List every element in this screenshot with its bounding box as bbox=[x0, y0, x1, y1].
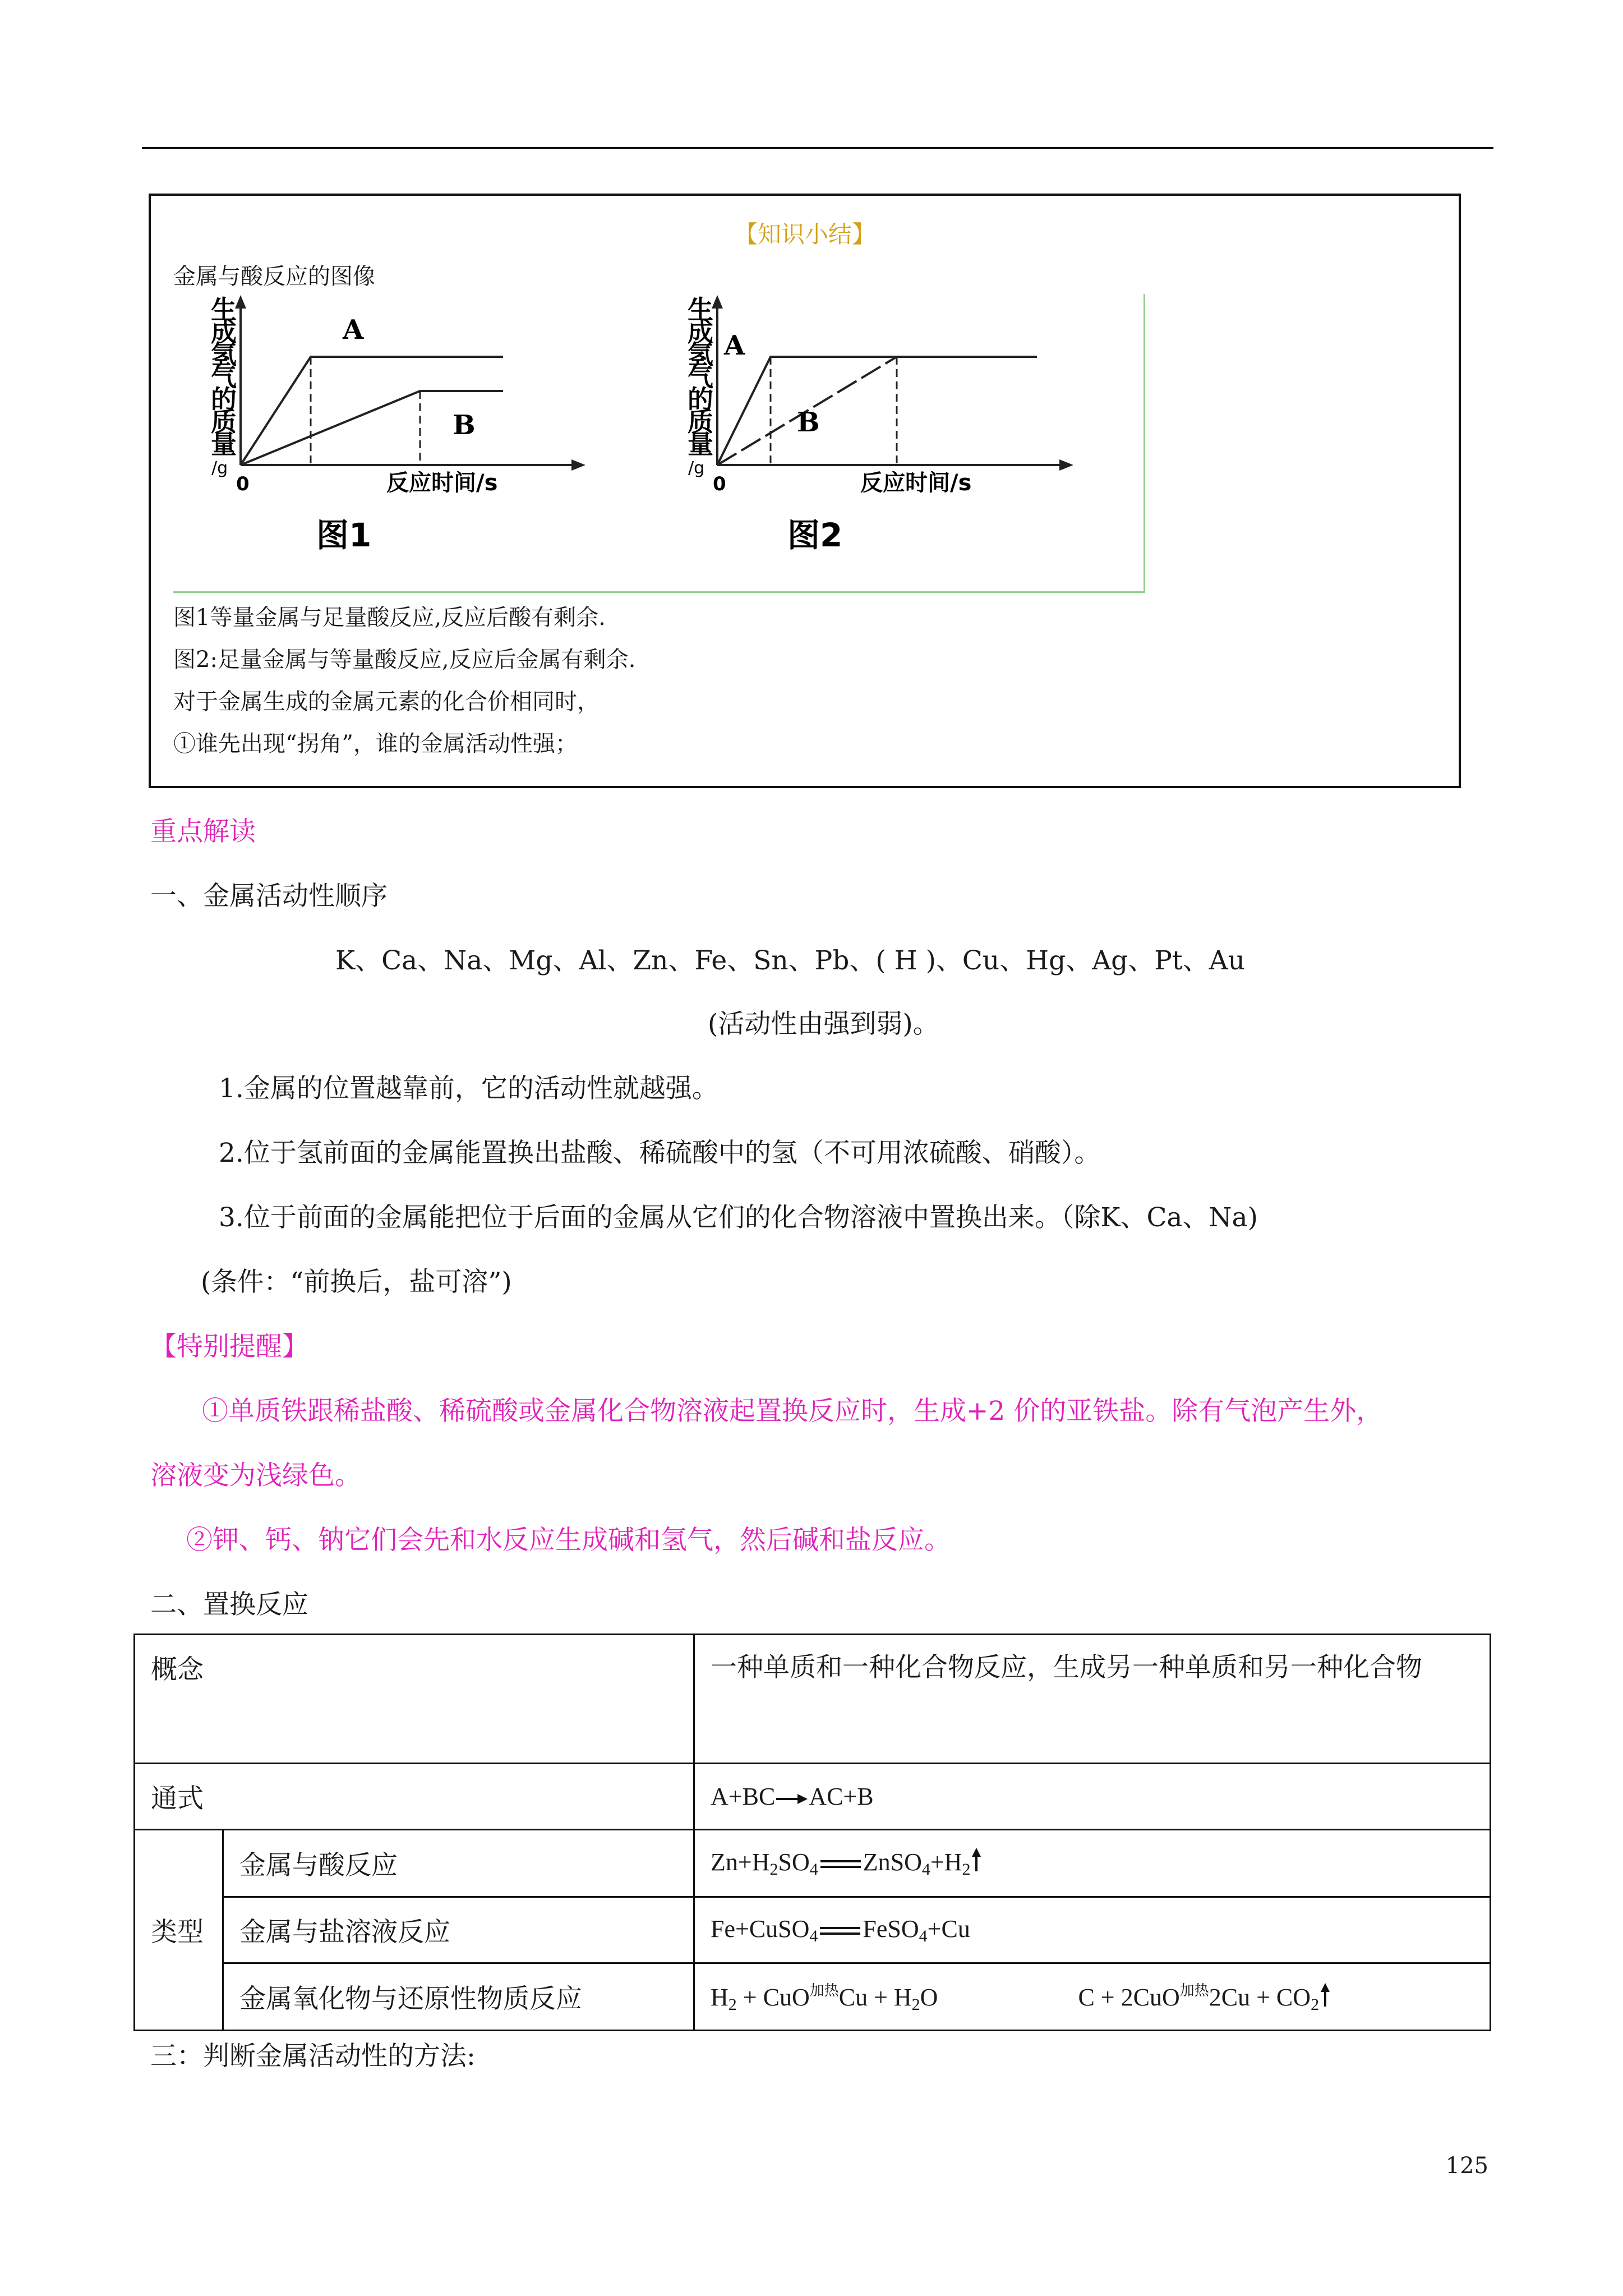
rule-item: 1.金属的位置越靠前，它的活动性就越强。 bbox=[219, 1073, 718, 1104]
gas-arrow-icon bbox=[970, 1848, 983, 1872]
type-row-label: 金属与酸反应 bbox=[223, 1830, 694, 1897]
knowledge-summary-box bbox=[149, 194, 1461, 788]
xlabel-2: 反应时间/s bbox=[860, 470, 972, 496]
x-axis-arrow-1 bbox=[571, 459, 585, 471]
figure-2-chart bbox=[672, 294, 1121, 591]
yunit-1: /g bbox=[211, 458, 228, 478]
type-row-label: 金属与盐溶液反应 bbox=[223, 1897, 694, 1963]
page-number: 125 bbox=[1445, 2153, 1488, 2179]
formula-zn: $Zn+H_2SO_4$ $ZnSO_4+H_2$ bbox=[694, 1830, 1491, 1897]
ylabel-char: 量 bbox=[211, 429, 237, 459]
activity-series: K、Ca、Na、Mg、Al、Zn、Fe、Sn、Pb、( H )、Cu、Hg、Ag、Pt、Au bbox=[335, 945, 1245, 976]
table-row bbox=[135, 1764, 1491, 1830]
ylabel-char: 量 bbox=[688, 429, 713, 459]
rule-item: 2.位于氢前面的金属能置换出盐酸、稀硫酸中的氢（不可用浓硫酸、硝酸）。 bbox=[219, 1138, 1101, 1168]
label-b-1: B bbox=[453, 409, 476, 441]
part2-heading: 二、置换反应 bbox=[150, 1589, 308, 1620]
ylabel-char: 生 bbox=[211, 295, 237, 325]
summary-line: ①谁先出现“拐角”，谁的金属活动性强； bbox=[173, 731, 578, 757]
series-a-line-2 bbox=[717, 357, 1037, 465]
ylabel-char: 的 bbox=[688, 384, 713, 415]
activity-note: (活动性由强到弱)。 bbox=[708, 1009, 939, 1039]
gas-arrow-icon bbox=[1319, 1983, 1331, 2008]
table-row bbox=[135, 1635, 1491, 1764]
yunit-2: /g bbox=[688, 458, 705, 478]
formula-fe: Fe+CuSO$_4$ FeSO$_4$+Cu bbox=[694, 1897, 1491, 1963]
table-row bbox=[135, 1830, 1491, 1897]
label-a-2: A bbox=[724, 330, 745, 361]
caption-1: 图1 bbox=[316, 516, 372, 554]
equals-icon bbox=[818, 1924, 863, 1938]
ylabel-char: 成 bbox=[211, 317, 237, 347]
origin-1: 0 bbox=[236, 473, 250, 495]
rule-condition: (条件：“前换后，盐可溶”) bbox=[201, 1267, 512, 1297]
section-heading: 重点解读 bbox=[150, 816, 256, 847]
ylabel-char: 的 bbox=[211, 384, 237, 415]
concept-label: 概念 bbox=[135, 1635, 694, 1764]
general-formula: A+BC AC+B bbox=[694, 1764, 1491, 1830]
ylabel-char: 气 bbox=[211, 362, 237, 392]
xlabel-1: 反应时间/s bbox=[386, 470, 498, 496]
ylabel-1 bbox=[211, 295, 237, 459]
ylabel-char: 生 bbox=[688, 295, 713, 325]
caption-2: 图2 bbox=[787, 516, 843, 554]
summary-title: 【知识小结】 bbox=[734, 220, 875, 248]
concept-value: 一种单质和一种化合物反应，生成另一种单质和另一种化合物 bbox=[694, 1635, 1491, 1764]
equals-icon bbox=[818, 1857, 863, 1871]
label-b-2: B bbox=[797, 407, 820, 438]
heat-label: 加热 bbox=[809, 1982, 839, 1999]
ylabel-char: 氢 bbox=[688, 339, 713, 370]
general-label: 通式 bbox=[135, 1764, 694, 1830]
table-row bbox=[135, 1897, 1491, 1963]
type-label: 类型 bbox=[135, 1830, 223, 2031]
figure-1-chart bbox=[196, 294, 644, 591]
table-row bbox=[135, 1963, 1491, 2031]
reminder-line: ①单质铁跟稀盐酸、稀硫酸或金属化合物溶液起置换反应时，生成+2 价的亚铁盐。除有气泡产生外， bbox=[202, 1396, 1383, 1427]
ylabel-char: 质 bbox=[688, 407, 713, 437]
reminder-line: ②钾、钙、钠它们会先和水反应生成碱和氢气，然后碱和盐反应。 bbox=[186, 1525, 951, 1556]
x-axis-arrow-2 bbox=[1059, 459, 1073, 471]
y-axis-arrow-2 bbox=[712, 295, 723, 309]
reminder-line: 溶液变为浅绿色。 bbox=[150, 1460, 361, 1491]
heat-label: 加热 bbox=[1179, 1982, 1209, 1999]
replacement-reaction-table bbox=[133, 1634, 1491, 2031]
ylabel-char: 气 bbox=[688, 362, 713, 392]
summary-line: 图1等量金属与足量酸反应,反应后酸有剩余. bbox=[173, 605, 606, 631]
ylabel-2 bbox=[688, 295, 713, 459]
reminder-title: 【特别提醒】 bbox=[150, 1331, 308, 1362]
header-rule bbox=[142, 147, 1493, 149]
summary-line: 对于金属生成的金属元素的化合价相同时， bbox=[173, 689, 600, 715]
formula-reduction: $H_2 + CuO^{加热}Cu + H_2O$ $C + 2CuO^{加热}2Cu + CO_2$ bbox=[694, 1963, 1491, 2031]
summary-subtitle: 金属与酸反应的图像 bbox=[173, 264, 375, 289]
ylabel-char: 质 bbox=[211, 407, 237, 437]
label-a-1: A bbox=[343, 314, 364, 346]
origin-2: 0 bbox=[713, 473, 726, 495]
arrow-icon bbox=[775, 1792, 809, 1806]
rule-item: 3.位于前面的金属能把位于后面的金属从它们的化合物溶液中置换出来。（除K、Ca、Na) bbox=[219, 1202, 1258, 1233]
part1-heading: 一、金属活动性顺序 bbox=[150, 881, 388, 912]
type-row-label: 金属氧化物与还原性物质反应 bbox=[223, 1963, 694, 2031]
ylabel-char: 氢 bbox=[211, 339, 237, 370]
figure-frame bbox=[173, 294, 1145, 593]
part3-heading: 三：判断金属活动性的方法: bbox=[150, 2041, 476, 2072]
ylabel-char: 成 bbox=[688, 317, 713, 347]
summary-line: 图2:足量金属与等量酸反应,反应后金属有剩余. bbox=[173, 647, 636, 673]
y-axis-arrow-1 bbox=[235, 295, 246, 309]
